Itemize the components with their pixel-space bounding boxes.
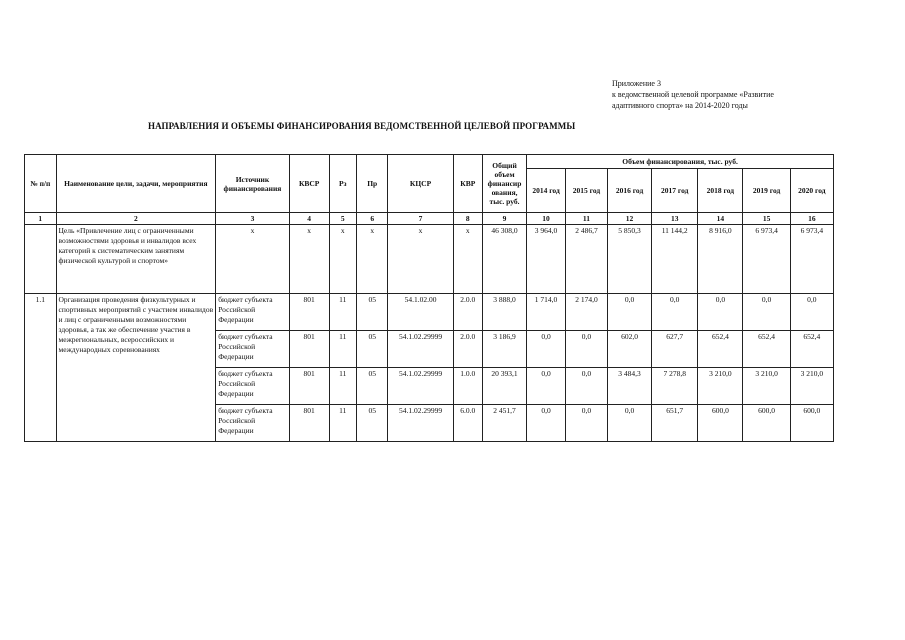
task-row <box>25 294 834 331</box>
row-year-value: 3 484,3 <box>607 368 651 405</box>
appendix-line-3: адаптивного спорта» на 2014-2020 годы <box>612 101 748 110</box>
goal-pr: х <box>356 225 388 294</box>
row-kcsr: 54.1.02.29999 <box>388 331 453 368</box>
goal-year-value: 5 850,3 <box>607 225 651 294</box>
row-year-value: 651,7 <box>652 405 698 442</box>
row-pr: 05 <box>356 331 388 368</box>
header-year: 2017 год <box>652 169 698 213</box>
row-year-value: 2 174,0 <box>565 294 607 331</box>
goal-year-value: 3 964,0 <box>527 225 566 294</box>
row-rz: 11 <box>329 331 356 368</box>
goal-rz: х <box>329 225 356 294</box>
appendix-note <box>612 78 842 111</box>
header-kcsr: КЦСР <box>388 155 453 213</box>
column-number: 15 <box>743 213 790 225</box>
column-number: 9 <box>482 213 526 225</box>
header-volume: Объем финансирования, тыс. руб. <box>527 155 834 169</box>
row-kvr: 6.0.0 <box>453 405 482 442</box>
row-year-value: 0,0 <box>565 405 607 442</box>
row-year-value: 602,0 <box>607 331 651 368</box>
row-year-value: 600,0 <box>743 405 790 442</box>
column-number: 8 <box>453 213 482 225</box>
row-kvsr: 801 <box>289 368 329 405</box>
row-rz: 11 <box>329 405 356 442</box>
header-name: Наименование цели, задачи, мероприятия <box>56 155 216 213</box>
appendix-line-2: к ведомственной целевой программе «Развитие <box>612 90 774 99</box>
appendix-line-1: Приложение 3 <box>612 79 661 88</box>
row-pr: 05 <box>356 405 388 442</box>
financing-table <box>24 154 834 442</box>
goal-kvr: х <box>453 225 482 294</box>
header-total: Общий объем финансир ования, тыс. руб. <box>482 155 526 213</box>
row-year-value: 0,0 <box>607 405 651 442</box>
goal-source: х <box>216 225 290 294</box>
row-rz: 11 <box>329 368 356 405</box>
row-year-value: 1 714,0 <box>527 294 566 331</box>
column-number: 6 <box>356 213 388 225</box>
goal-num <box>25 225 57 294</box>
goal-year-value: 6 973,4 <box>790 225 833 294</box>
row-year-value: 0,0 <box>790 294 833 331</box>
column-number: 12 <box>607 213 651 225</box>
row-year-value: 0,0 <box>743 294 790 331</box>
row-kvsr: 801 <box>289 331 329 368</box>
header-num: № п/п <box>25 155 57 213</box>
column-number: 14 <box>698 213 743 225</box>
row-source: бюджет субъекта Российской Федерации <box>216 405 290 442</box>
header-year: 2019 год <box>743 169 790 213</box>
row-kcsr: 54.1.02.29999 <box>388 405 453 442</box>
task-num: 1.1 <box>25 294 57 442</box>
document-title: НАПРАВЛЕНИЯ И ОБЪЕМЫ ФИНАНСИРОВАНИЯ ВЕДОМСТВЕННОЙ ЦЕЛЕВОЙ ПРОГРАММЫ <box>148 121 576 131</box>
header-year: 2016 год <box>607 169 651 213</box>
goal-row <box>25 225 834 294</box>
header-pr: Пр <box>356 155 388 213</box>
row-kvr: 2.0.0 <box>453 294 482 331</box>
row-total: 20 393,1 <box>482 368 526 405</box>
column-numbers-row <box>25 213 834 225</box>
row-kvsr: 801 <box>289 294 329 331</box>
row-year-value: 7 278,8 <box>652 368 698 405</box>
header-rz: Рз <box>329 155 356 213</box>
header-year: 2020 год <box>790 169 833 213</box>
row-source: бюджет субъекта Российской Федерации <box>216 294 290 331</box>
row-year-value: 600,0 <box>698 405 743 442</box>
goal-kcsr: х <box>388 225 453 294</box>
goal-name: Цель «Привлечение лиц с ограниченными возможностями здоровья и инвалидов всех категорий к систематическим занятиям физической культурой и спортом» <box>56 225 216 294</box>
row-total: 3 186,9 <box>482 331 526 368</box>
row-year-value: 0,0 <box>565 368 607 405</box>
row-year-value: 0,0 <box>565 331 607 368</box>
row-source: бюджет субъекта Российской Федерации <box>216 368 290 405</box>
row-kvr: 2.0.0 <box>453 331 482 368</box>
row-kcsr: 54.1.02.29999 <box>388 368 453 405</box>
row-total: 2 451,7 <box>482 405 526 442</box>
row-year-value: 0,0 <box>527 368 566 405</box>
row-pr: 05 <box>356 368 388 405</box>
row-year-value: 0,0 <box>698 294 743 331</box>
column-number: 13 <box>652 213 698 225</box>
header-year: 2014 год <box>527 169 566 213</box>
goal-total: 46 308,0 <box>482 225 526 294</box>
row-year-value: 0,0 <box>527 331 566 368</box>
goal-year-value: 6 973,4 <box>743 225 790 294</box>
row-year-value: 0,0 <box>607 294 651 331</box>
goal-year-value: 8 916,0 <box>698 225 743 294</box>
row-rz: 11 <box>329 294 356 331</box>
row-year-value: 627,7 <box>652 331 698 368</box>
row-year-value: 0,0 <box>527 405 566 442</box>
task-name: Организация проведения физкультурных и спортивных мероприятий с участием инвалидов и лиц с ограниченными возможностями здоровья, а так же обеспечение участия в межрегиональных, всероссийских и международных соревнованиях <box>56 294 216 442</box>
row-kvsr: 801 <box>289 405 329 442</box>
row-year-value: 652,4 <box>698 331 743 368</box>
column-number: 11 <box>565 213 607 225</box>
row-year-value: 3 210,0 <box>790 368 833 405</box>
row-total: 3 888,0 <box>482 294 526 331</box>
header-kvr: КВР <box>453 155 482 213</box>
row-kcsr: 54.1.02.00 <box>388 294 453 331</box>
column-number: 1 <box>25 213 57 225</box>
goal-year-value: 11 144,2 <box>652 225 698 294</box>
column-number: 2 <box>56 213 216 225</box>
column-number: 3 <box>216 213 290 225</box>
goal-kvsr: х <box>289 225 329 294</box>
column-number: 4 <box>289 213 329 225</box>
row-year-value: 652,4 <box>790 331 833 368</box>
row-kvr: 1.0.0 <box>453 368 482 405</box>
header-kvsr: КВСР <box>289 155 329 213</box>
column-number: 16 <box>790 213 833 225</box>
header-year: 2015 год <box>565 169 607 213</box>
row-year-value: 3 210,0 <box>743 368 790 405</box>
row-year-value: 600,0 <box>790 405 833 442</box>
row-year-value: 652,4 <box>743 331 790 368</box>
column-number: 5 <box>329 213 356 225</box>
header-year: 2018 год <box>698 169 743 213</box>
row-source: бюджет субъекта Российской Федерации <box>216 331 290 368</box>
row-pr: 05 <box>356 294 388 331</box>
goal-year-value: 2 486,7 <box>565 225 607 294</box>
column-number: 7 <box>388 213 453 225</box>
row-year-value: 3 210,0 <box>698 368 743 405</box>
column-number: 10 <box>527 213 566 225</box>
header-source: Источник финансирования <box>216 155 290 213</box>
row-year-value: 0,0 <box>652 294 698 331</box>
